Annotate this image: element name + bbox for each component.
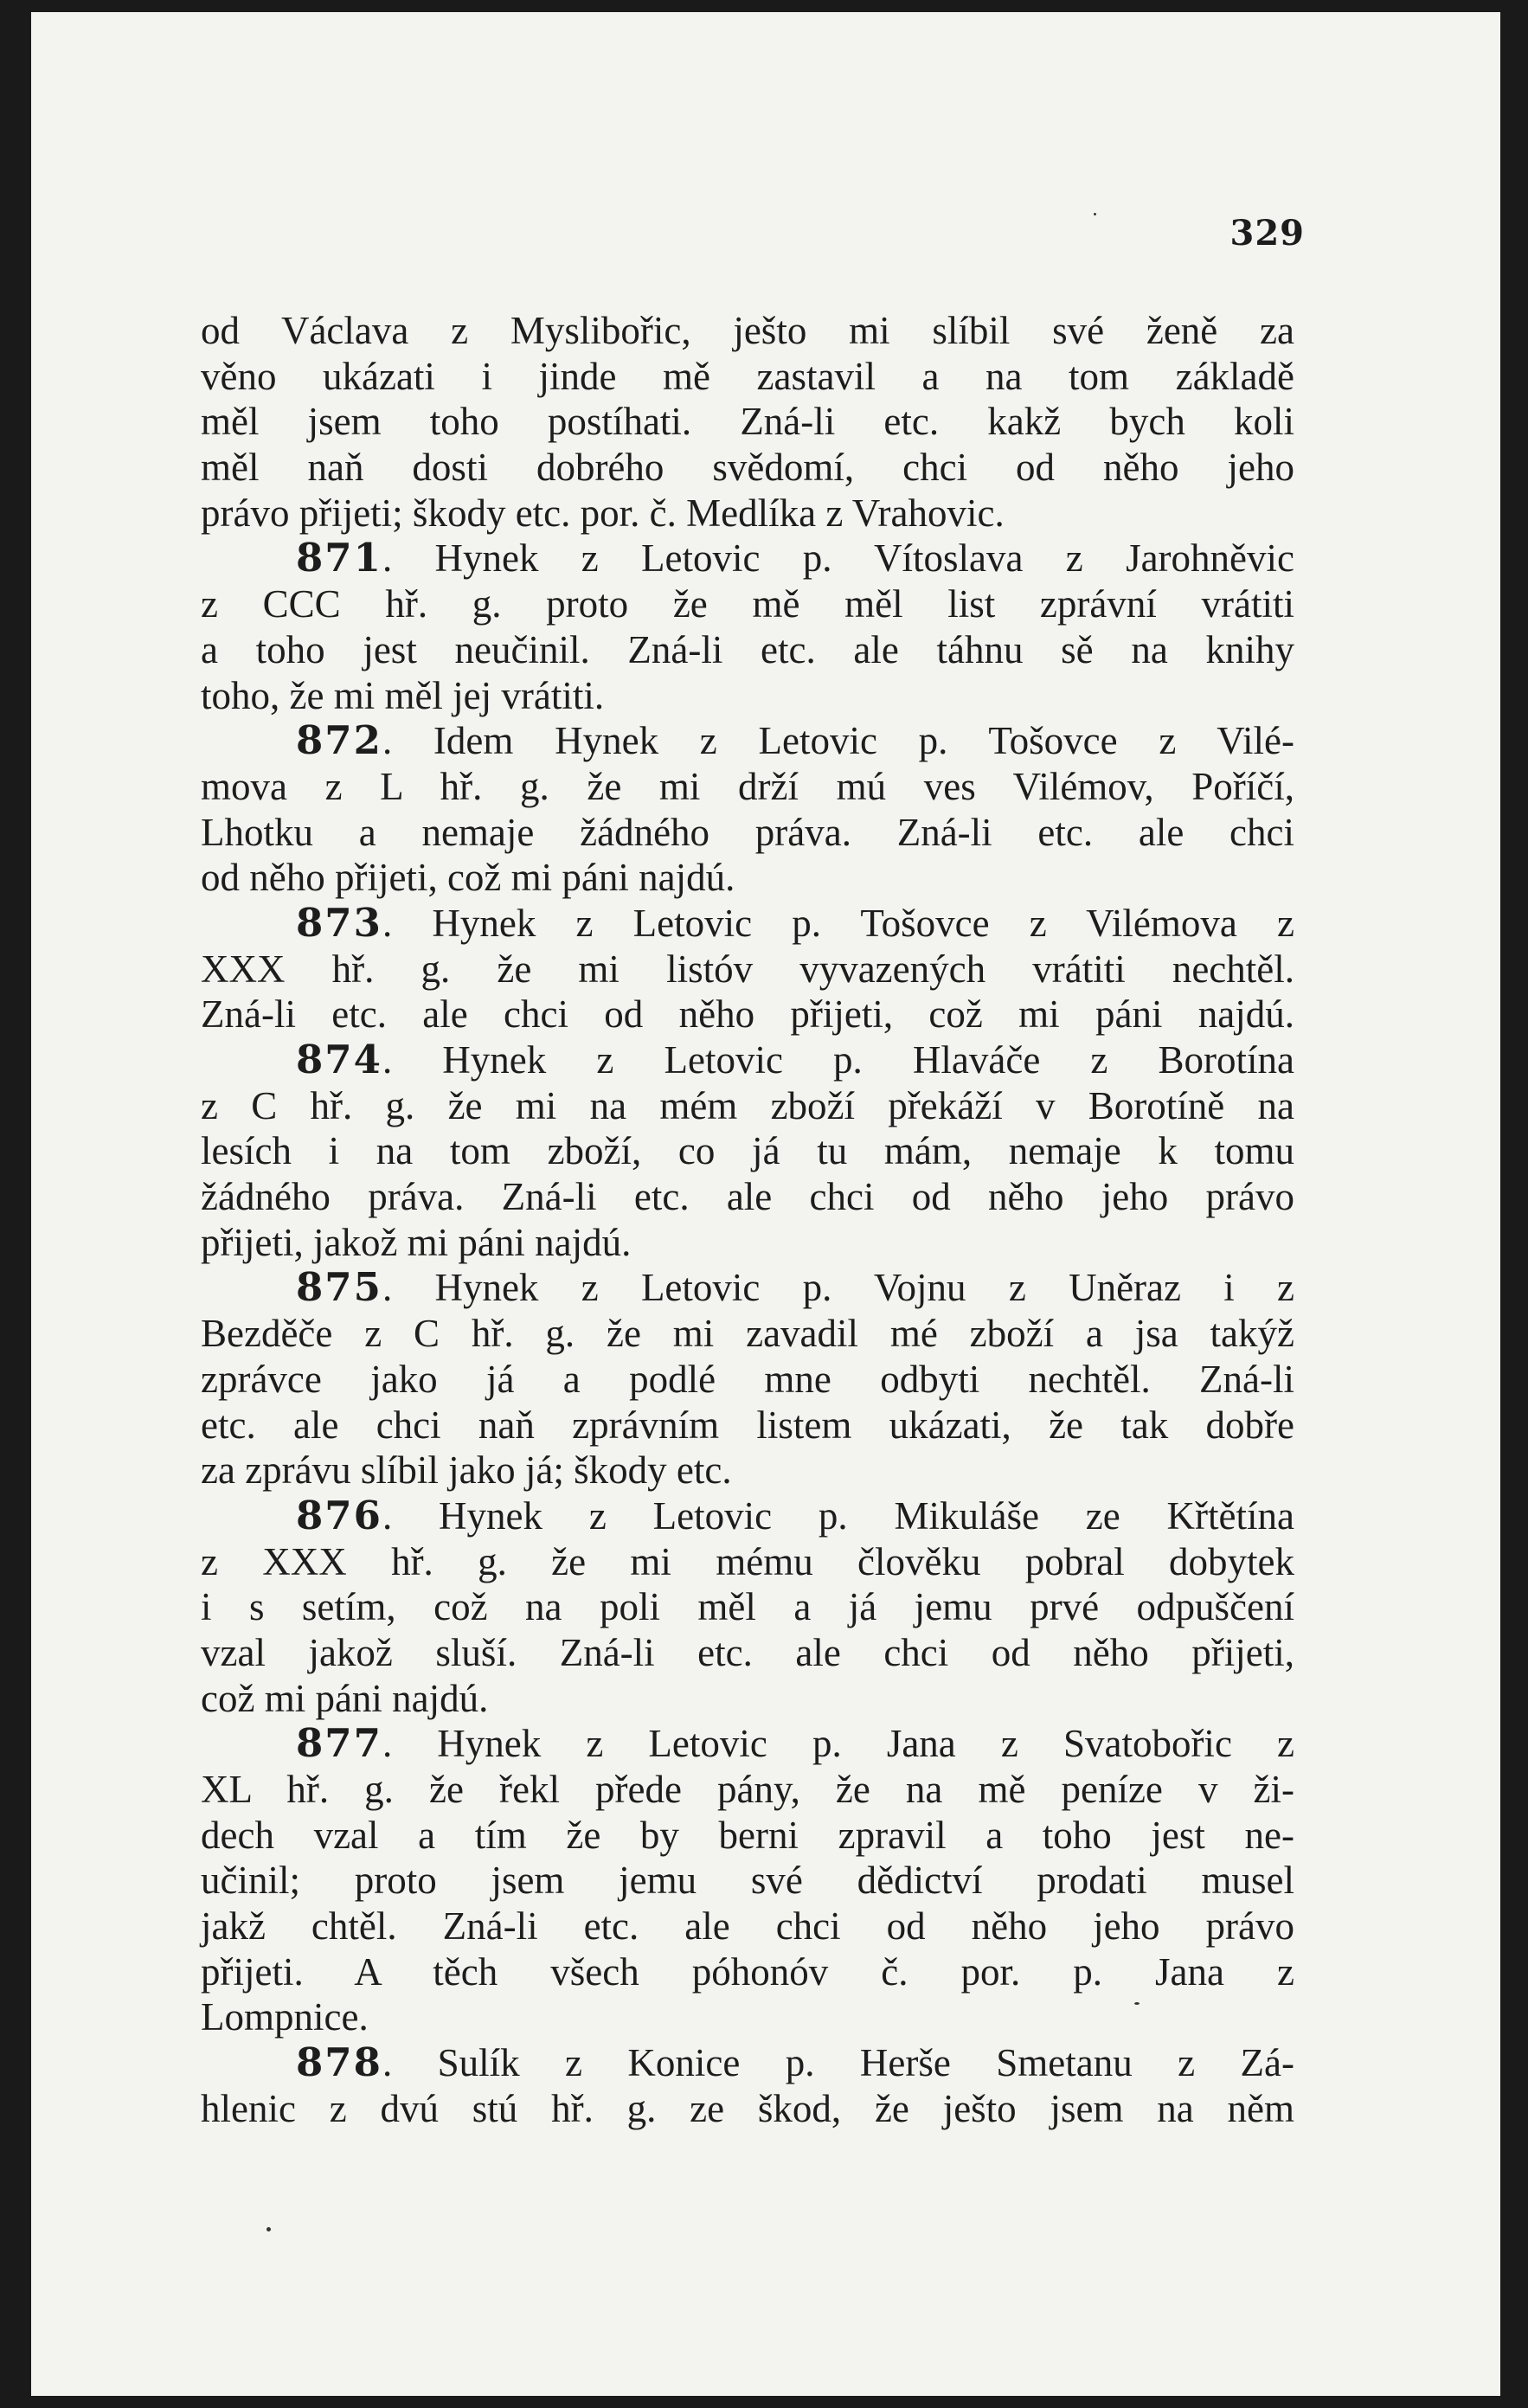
text-line — [201, 1311, 1294, 1357]
entry-first-line — [201, 1265, 1294, 1311]
line-text: z CCC hř. g. proto že mě měl list zprávní vrátiti — [201, 582, 1294, 626]
line-text: . Idem Hynek z Letovic p. Tošovce z Vilé- — [382, 719, 1294, 763]
entry-number: 872 — [296, 717, 382, 764]
text-line — [201, 1584, 1294, 1630]
line-text: . Hynek z Letovic p. Mikuláše ze Křtětína — [382, 1493, 1294, 1538]
text-line — [201, 581, 1294, 627]
line-text: věno ukázati i jinde mě zastavil a na tom základě — [201, 354, 1294, 398]
line-text: Bezděče z C hř. g. že mi zavadil mé zboží a jsa takýž — [201, 1312, 1294, 1356]
entry-number: 873 — [296, 899, 382, 946]
text-line — [201, 1630, 1294, 1676]
line-text: . Hynek z Letovic p. Tošovce z Vilémova z — [382, 901, 1294, 945]
text-line — [201, 855, 1294, 901]
entry-number: 871 — [296, 535, 382, 581]
text-line — [201, 992, 1294, 1037]
line-text: přijeti. A těch všech póhonóv č. por. p. Jana z — [201, 1949, 1294, 1994]
text-line — [201, 1949, 1294, 1995]
line-text: i s setím, což na poli měl a já jemu prvé odpuščení — [201, 1585, 1294, 1629]
line-text: XL hř. g. že řekl přede pány, že na mě peníze v ži- — [201, 1768, 1294, 1811]
line-text: z C hř. g. že mi na mém zboží překáží v Borotíně na — [201, 1083, 1294, 1127]
entry-first-line — [201, 1493, 1294, 1539]
line-text: Lompnice. — [201, 1995, 369, 2039]
line-text: Lhotku a nemaje žádného práva. Zná-li etc. ale chci — [201, 810, 1294, 854]
text-line — [201, 1904, 1294, 1949]
entry-first-line — [201, 2040, 1294, 2086]
line-text: . Hynek z Letovic p. Vítoslava z Jarohněvic — [382, 536, 1294, 581]
text-line — [201, 399, 1294, 445]
ink-speck — [266, 2227, 271, 2231]
entry-number: 878 — [296, 2039, 382, 2086]
ink-speck — [1094, 213, 1096, 215]
entry-first-line — [201, 1721, 1294, 1767]
text-line — [201, 1403, 1294, 1448]
line-text: od něho přijeti, což mi páni najdú. — [201, 856, 735, 900]
line-text: XXX hř. g. že mi listóv vyvazených vrátiti nechtěl. — [201, 947, 1294, 991]
body-text — [201, 308, 1294, 2132]
entry-number: 877 — [296, 1720, 382, 1767]
text-line — [201, 2086, 1294, 2132]
line-text: žádného práva. Zná-li etc. ale chci od něho jeho právo — [201, 1175, 1294, 1219]
line-text: a toho jest neučinil. Zná-li etc. ale táhnu sě na knihy — [201, 627, 1294, 671]
line-text: . Hynek z Letovic p. Jana z Svatobořic z — [382, 1722, 1294, 1766]
entry-first-line — [201, 718, 1294, 764]
text-line — [201, 1676, 1294, 1722]
entry-number: 876 — [296, 1492, 382, 1538]
text-line — [201, 445, 1294, 491]
text-line — [201, 673, 1294, 719]
text-line — [201, 810, 1294, 856]
line-text: toho, že mi měl jej vrátiti. — [201, 673, 605, 717]
text-line — [201, 627, 1294, 673]
line-text: etc. ale chci naň zprávním listem ukázati, že tak dobře — [201, 1403, 1294, 1447]
text-line — [201, 1083, 1294, 1129]
text-line — [201, 1994, 1294, 2040]
text-line — [201, 491, 1294, 536]
text-line — [201, 1357, 1294, 1403]
text-line — [201, 764, 1294, 810]
text-line — [201, 1767, 1294, 1813]
entry-first-line — [201, 901, 1294, 947]
line-text: Zná-li etc. ale chci od něho přijeti, což mi páni najdú. — [201, 992, 1294, 1037]
page-number: 329 — [1229, 213, 1305, 254]
line-text: právo přijeti; škody etc. por. č. Medlíka z Vrahovic. — [201, 491, 1005, 535]
line-text: . Hynek z Letovic p. Vojnu z Uněraz i z — [382, 1266, 1294, 1310]
text-line — [201, 1448, 1294, 1493]
line-text: zprávce jako já a podlé mne odbyti nechtěl. Zná-li — [201, 1357, 1294, 1401]
text-line — [201, 1128, 1294, 1174]
line-text: přijeti, jakož mi páni najdú. — [201, 1220, 632, 1264]
line-text: měl jsem toho postíhati. Zná-li etc. kakž bych koli — [201, 400, 1294, 444]
line-text: lesích i na tom zboží, co já tu mám, nemaje k tomu — [201, 1129, 1294, 1173]
text-line — [201, 947, 1294, 992]
line-text: vzal jakož sluší. Zná-li etc. ale chci od něho přijeti, — [201, 1630, 1294, 1674]
entry-number: 874 — [296, 1037, 382, 1082]
line-text: z XXX hř. g. že mi mému člověku pobral dobytek — [201, 1539, 1294, 1583]
line-text: měl naň dosti dobrého svědomí, chci od něho jeho — [201, 446, 1294, 490]
text-line — [201, 1813, 1294, 1859]
line-text: dech vzal a tím že by berni zpravil a toho jest ne- — [201, 1813, 1294, 1857]
line-text: . Hynek z Letovic p. Hlaváče z Borotína — [382, 1038, 1294, 1082]
text-line — [201, 1220, 1294, 1266]
line-text: jakž chtěl. Zná-li etc. ale chci od něho jeho právo — [201, 1904, 1294, 1949]
line-text: za zprávu slíbil jako já; škody etc. — [201, 1448, 732, 1493]
line-text: od Václava z Myslibořic, ješto mi slíbil své ženě za — [201, 309, 1294, 352]
entry-first-line — [201, 536, 1294, 581]
entry-number: 875 — [296, 1264, 382, 1311]
text-line — [201, 1174, 1294, 1220]
entry-first-line — [201, 1037, 1294, 1083]
text-line — [201, 1858, 1294, 1904]
line-text: hlenic z dvú stú hř. g. ze škod, že ješto jsem na něm — [201, 2086, 1294, 2130]
scanned-page — [31, 12, 1500, 2396]
line-text: učinil; proto jsem jemu své dědictví prodati musel — [201, 1859, 1294, 1903]
text-line — [201, 1539, 1294, 1585]
text-line — [201, 354, 1294, 400]
line-text: což mi páni najdú. — [201, 1676, 489, 1720]
text-line — [201, 308, 1294, 354]
ink-speck — [1134, 2002, 1140, 2005]
line-text: mova z L hř. g. že mi drží mú ves Vilémov, Poříčí, — [201, 764, 1294, 808]
line-text: . Sulík z Konice p. Herše Smetanu z Zá- — [382, 2041, 1294, 2085]
